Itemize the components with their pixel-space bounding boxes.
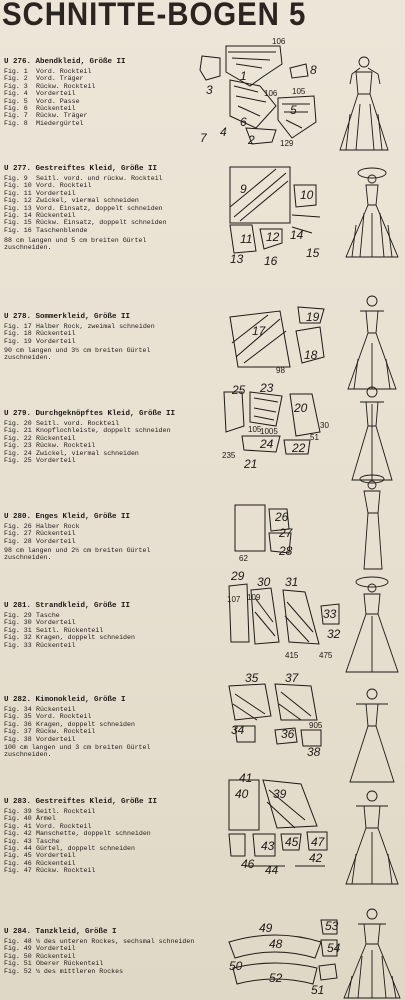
- piece-label: 235: [222, 451, 236, 460]
- fig-item: Fig. 36 Kragen, doppelt schneiden: [4, 720, 135, 728]
- piece-label: 10: [300, 188, 314, 202]
- fig-item: Fig. 34 Rückenteil: [4, 706, 76, 713]
- fig-item: Fig. 42 Manschette, doppelt schneiden: [4, 830, 151, 838]
- fig-item: Fig. 23 Rückw. Rockteil: [4, 442, 96, 450]
- fig-list: [4, 706, 135, 743]
- piece-label: 28: [279, 544, 293, 558]
- fig-item: Fig. 30 Vorderteil: [4, 619, 76, 627]
- fig-item: Fig. 52 ¼ des mittleren Rockes: [4, 967, 124, 975]
- section-title: U 276. Abendkleid, Größe II: [4, 58, 126, 66]
- fig-list: [4, 612, 135, 649]
- belt-note: 100 cm langen und 3 cm breiten Gürtel zuschneiden.: [4, 744, 151, 759]
- piece-label: 1: [240, 69, 247, 83]
- piece-label: 8: [310, 63, 317, 77]
- piece-label: 106: [264, 89, 278, 98]
- piece-label: 17: [252, 324, 266, 338]
- piece-label: 41: [239, 771, 253, 785]
- piece-label: 47: [311, 835, 325, 849]
- section-title: U 281. Strandkleid, Größe II: [4, 602, 131, 610]
- piece-label: 39: [273, 787, 287, 801]
- piece-label: 415: [285, 651, 299, 660]
- fig-item: Fig. 5 Vord. Passe: [4, 97, 80, 105]
- fig-item: Fig. 28 Vorderteil: [4, 537, 76, 545]
- fig-list: [4, 420, 171, 464]
- fig-item: Fig. 2 Vord. Träger: [4, 75, 84, 83]
- fig-item: Fig. 14 Rückenteil: [4, 212, 76, 220]
- fig-list: [4, 323, 155, 345]
- piece-label: 475: [319, 651, 333, 660]
- piece-label: 98: [276, 366, 285, 375]
- piece-label: 23: [260, 381, 274, 395]
- fig-item: Fig. 19 Vorderteil: [4, 337, 76, 345]
- piece-label: 129: [280, 139, 294, 148]
- section-title: U 279. Durchgeknöpftes Kleid, Größe II: [4, 410, 176, 418]
- fig-list: [4, 68, 95, 127]
- dress-illustration-u277: [340, 165, 404, 265]
- piece-label: 46: [241, 857, 255, 871]
- fig-item: Fig. 25 Vorderteil: [4, 457, 76, 465]
- fig-item: Fig. 48 ¼ des unteren Rockes, sechsmal schneiden: [4, 938, 195, 945]
- piece-label: 105: [248, 425, 262, 434]
- pattern-pieces-u283: [225, 771, 345, 877]
- piece-label: 53: [325, 919, 339, 933]
- piece-label: 9: [240, 182, 247, 196]
- dress-illustration-u278: [340, 293, 404, 393]
- piece-label: 38: [307, 745, 321, 759]
- piece-label: 2: [248, 133, 255, 147]
- piece-label: 52: [269, 971, 283, 985]
- fig-item: Fig. 32 Kragen, doppelt schneiden: [4, 634, 135, 642]
- fig-item: Fig. 24 Zwickel, viermal schneiden: [4, 449, 139, 457]
- piece-label: 34: [231, 723, 245, 737]
- fig-item: Fig. 4 Vorderteil: [4, 90, 76, 98]
- dress-illustration-u281: [340, 576, 404, 676]
- fig-item: Fig. 44 Gürtel, doppelt schneiden: [4, 845, 135, 853]
- fig-item: Fig. 8 Miedergürtel: [4, 119, 84, 127]
- section-title: U 280. Enges Kleid, Größe II: [4, 513, 131, 521]
- piece-label: 35: [245, 671, 259, 685]
- piece-label: 18: [304, 348, 318, 362]
- fig-list: [4, 175, 167, 234]
- piece-label: 4: [220, 125, 227, 139]
- piece-label: 6: [240, 115, 247, 129]
- piece-label: 51: [310, 433, 319, 442]
- piece-label: 30: [257, 575, 271, 589]
- fig-item: Fig. 40 Ärmel: [4, 815, 56, 823]
- piece-label: 45: [285, 835, 299, 849]
- fig-item: Fig. 41 Vord. Rockteil: [4, 822, 92, 830]
- fig-item: Fig. 11 Vorderteil: [4, 189, 76, 197]
- piece-label: 20: [294, 401, 308, 415]
- piece-label: 26: [275, 510, 289, 524]
- fig-item: Fig. 29 Tasche: [4, 612, 60, 619]
- piece-label: 22: [292, 441, 306, 455]
- pattern-pieces-u278: [220, 307, 340, 377]
- fig-item: Fig. 46 Rückenteil: [4, 859, 76, 867]
- piece-label: 24: [260, 437, 274, 451]
- piece-label: 14: [290, 228, 304, 242]
- piece-label: 54: [327, 941, 341, 955]
- fig-item: Fig. 1 Vord. Rockteil: [4, 68, 92, 75]
- section-title: U 282. Kimonokleid, Größe I: [4, 696, 126, 704]
- piece-label: 42: [309, 851, 323, 865]
- dress-illustration-u283: [340, 788, 404, 888]
- pattern-pieces-u282: [225, 671, 345, 770]
- piece-label: 3: [206, 83, 213, 97]
- fig-item: Fig. 37 Rückw. Rockteil: [4, 728, 96, 736]
- fig-item: Fig. 47 Rückw. Rockteil: [4, 867, 96, 875]
- fig-item: Fig. 3 Rückw. Rockteil: [4, 82, 96, 90]
- piece-label: 49: [259, 921, 273, 935]
- pattern-pieces-u277: [220, 167, 340, 267]
- fig-item: Fig. 26 Halber Rock: [4, 523, 80, 530]
- fig-item: Fig. 39 Seitl. Rockteil: [4, 808, 96, 815]
- fig-item: Fig. 27 Rückenteil: [4, 530, 76, 538]
- pattern-pieces-u284: [225, 918, 345, 1000]
- fig-list: [4, 808, 151, 875]
- piece-label: 31: [285, 575, 299, 589]
- belt-note: 90 cm langen und 3½ cm breiten Gürtel zuschneiden.: [4, 347, 151, 362]
- section-title: U 283. Gestreiftes Kleid, Größe II: [4, 798, 158, 806]
- section-title: U 277. Gestreiftes Kleid, Größe II: [4, 165, 158, 173]
- fig-item: Fig. 15 Rückw. Einsatz, doppelt schneiden: [4, 219, 167, 227]
- dress-illustration-u276: [330, 54, 400, 154]
- piece-label: 33: [323, 607, 337, 621]
- piece-label: 109: [247, 593, 261, 602]
- fig-item: Fig. 43 Tasche: [4, 837, 60, 845]
- belt-note: 98 cm langen und 2½ cm breiten Gürtel zuschneiden.: [4, 547, 151, 562]
- fig-item: Fig. 51 Oberer Rückenteil: [4, 960, 104, 968]
- belt-note: 88 cm langen und 5 cm breiten Gürtel zuschneiden.: [4, 237, 147, 252]
- fig-item: Fig. 16 Taschenblende: [4, 226, 88, 234]
- piece-label: 7: [200, 131, 207, 145]
- piece-label: 13: [230, 252, 244, 266]
- dress-illustration-u280: [342, 473, 402, 573]
- pattern-pieces-u279: [220, 381, 340, 482]
- fig-item: Fig. 31 Seitl. Rückenteil: [4, 626, 104, 634]
- dress-illustration-u279: [342, 384, 402, 484]
- fig-item: Fig. 45 Vorderteil: [4, 852, 76, 860]
- piece-label: 19: [306, 310, 320, 324]
- fig-item: Fig. 33 Rückenteil: [4, 641, 76, 649]
- piece-label: 37: [285, 671, 299, 685]
- piece-label: 15: [306, 246, 320, 260]
- fig-item: Fig. 6 Rückenteil: [4, 105, 76, 113]
- section-title: U 284. Tanzkleid, Größe I: [4, 928, 117, 936]
- piece-label: 44: [265, 863, 279, 877]
- fig-item: Fig. 21 Knopflochleiste, doppelt schneiden: [4, 427, 171, 435]
- dress-illustration-u284: [340, 906, 404, 1000]
- pattern-pieces-u276: [180, 37, 330, 148]
- section-title: U 278. Sommerkleid, Größe II: [4, 313, 131, 321]
- piece-label: 51: [311, 983, 325, 997]
- fig-item: Fig. 50 Rückenteil: [4, 952, 76, 960]
- piece-label: 50: [229, 959, 243, 973]
- fig-item: Fig. 7 Rückw. Träger: [4, 112, 88, 120]
- fig-item: Fig. 9 Seitl. vord. und rückw. Rockteil: [4, 175, 163, 182]
- fig-item: Fig. 38 Vorderteil: [4, 735, 76, 743]
- fig-item: Fig. 22 Rückenteil: [4, 434, 76, 442]
- fig-item: Fig. 18 Rückenteil: [4, 330, 76, 338]
- piece-label: 43: [261, 839, 275, 853]
- piece-label: 30: [320, 421, 329, 430]
- pattern-pieces-u280: [225, 503, 335, 563]
- page-title: SCHNITTE-BOGEN 5: [2, 0, 307, 32]
- fig-item: Fig. 17 Halber Rock, zweimal schneiden: [4, 323, 155, 330]
- fig-item: Fig. 13 Vord. Einsatz, doppelt schneiden: [4, 204, 163, 212]
- piece-label: 905: [309, 721, 323, 730]
- piece-label: 40: [235, 787, 249, 801]
- piece-label: 29: [231, 569, 245, 583]
- fig-list: [4, 523, 80, 545]
- fig-item: Fig. 20 Seitl. vord. Rockteil: [4, 420, 120, 427]
- fig-item: Fig. 12 Zwickel, viermal schneiden: [4, 197, 139, 205]
- piece-label: 11: [240, 232, 253, 246]
- fig-item: Fig. 35 Vord. Rockteil: [4, 713, 92, 721]
- piece-label: 32: [327, 627, 341, 641]
- piece-label: 25: [232, 383, 246, 397]
- piece-label: 5: [290, 103, 297, 117]
- fig-item: Fig. 10 Vord. Rockteil: [4, 182, 92, 190]
- piece-label: 27: [279, 526, 293, 540]
- dress-illustration-u282: [342, 686, 402, 786]
- piece-label: 36: [281, 727, 295, 741]
- fig-list: [4, 938, 194, 975]
- piece-label: 21: [244, 457, 258, 471]
- piece-label: 62: [239, 554, 248, 563]
- piece-label: 16: [264, 254, 278, 268]
- fig-item: Fig. 49 Vorderteil: [4, 945, 76, 953]
- piece-label: 105: [292, 87, 306, 96]
- piece-label: 12: [266, 230, 280, 244]
- piece-label: 106: [272, 37, 286, 46]
- piece-label: 48: [269, 937, 283, 951]
- pattern-pieces-u281: [225, 569, 345, 672]
- piece-label: 107: [227, 595, 241, 604]
- piece-label: 1005: [260, 427, 278, 436]
